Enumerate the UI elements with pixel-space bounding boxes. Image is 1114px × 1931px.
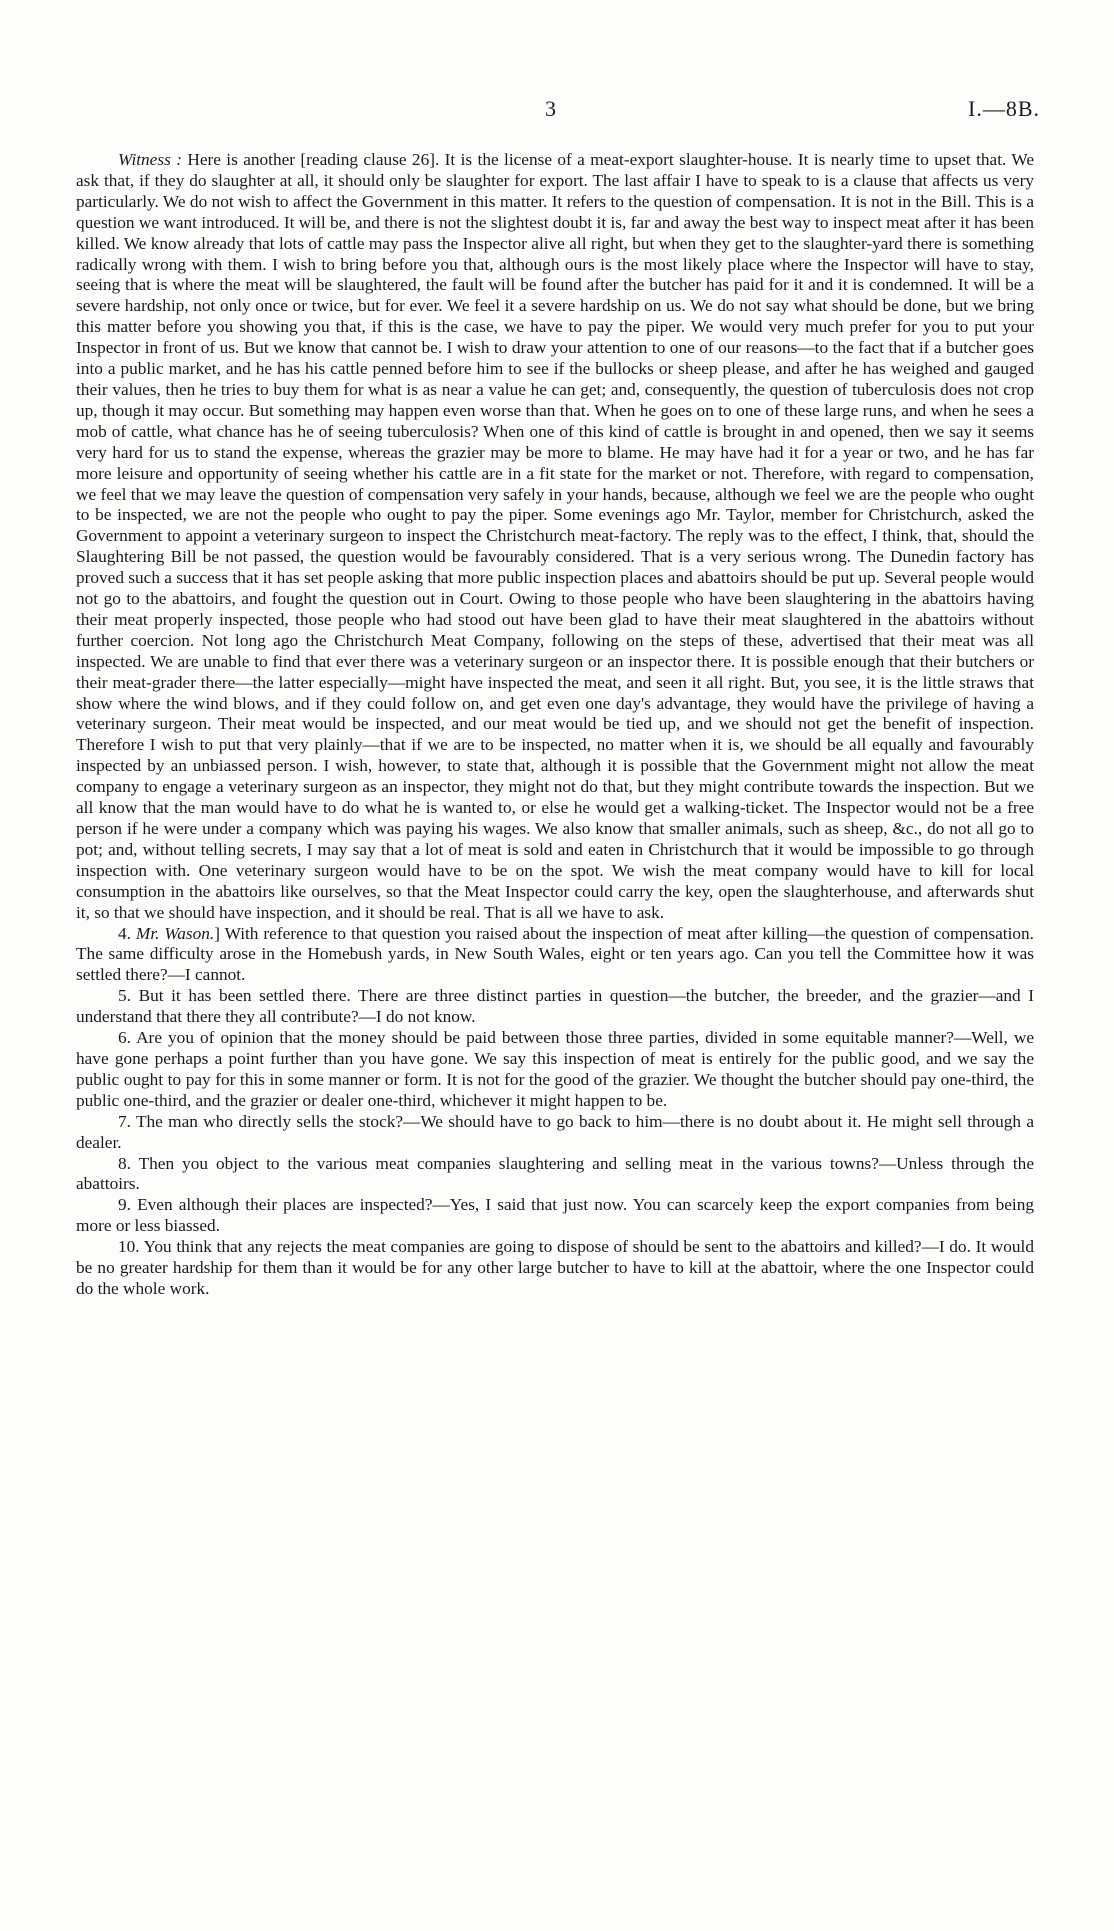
question-number: 4. [118, 923, 136, 943]
paragraph-text: Are you of opinion that the money should be paid between those three parties, divided in some equitable manner?—Well, we have gone perhaps a point further than you have gone. We say this inspection of meat is entirely for the public good, and we say the public ought to pay for this in some manner or form. It is not for the good of the grazier. We thought the butcher should pay one-third, the public one-third, and the grazier or dealer one-third, whichever it might happen to be. [76, 1028, 1034, 1110]
paragraph-text: But it has been settled there. There are three distinct parties in question—the butcher, the breeder, and the grazier—and I understand that there they all contribute?—I do not know. [76, 986, 1034, 1027]
question-number: 8. [118, 1153, 139, 1173]
question-number: 9. [118, 1195, 138, 1215]
speaker-label: Witness : [118, 150, 182, 169]
page-reference: I.—8B. [968, 96, 1040, 121]
witness-statement [76, 150, 1034, 924]
question-number: 5. [118, 986, 139, 1006]
question-answer-5 [76, 986, 1034, 1028]
question-number: 10. [118, 1237, 144, 1257]
paragraph-text: Then you object to the various meat companies slaughtering and selling meat in the various towns?—Unless through the abattoirs. [76, 1153, 1034, 1194]
speaker-label: Mr. Wason. [135, 923, 215, 943]
page-number: 3 [545, 96, 556, 121]
question-answer-6 [76, 1028, 1034, 1112]
paragraph-text: You think that any rejects the meat companies are going to dispose of should be sent to the abattoirs and killed?—I do. It would be no greater hardship for them than it would be for any other large butcher to have to kill at the abattoir, where the one Inspector could do the whole work. [76, 1237, 1034, 1298]
question-answer-10 [76, 1237, 1034, 1300]
question-answer-9 [76, 1195, 1034, 1237]
paragraph-text: ] With reference to that question you raised about the inspection of meat after killing—the question of compensation. The same difficulty arose in the Homebush yards, in New South Wales, eight or ten years ago. Can you tell the Committee how it was settled there?—I cannot. [76, 923, 1035, 985]
question-answer-4 [76, 924, 1034, 987]
paragraph-text: Even although their places are inspected?—Yes, I said that just now. You can scarcely keep the export companies from being more or less biassed. [76, 1195, 1034, 1236]
question-answer-8 [76, 1154, 1034, 1196]
paragraph-text: Here is another [reading clause 26]. It is the license of a meat-export slaughter-house. It is nearly time to upset that. We ask that, if they do slaughter at all, it should only be slaughter for export. The last affair I have to speak to is a clause that affects us very particularly. We do not wish to affect the Government in this matter. It refers to the question of compensation. It is not in the Bill. This is a question we want introduced. It will be, and there is not the slightest doubt it is, far and away the best way to inspect meat after it has been killed. We know already that lots of cattle may pass the Inspector alive all right, but when they get to the slaughter-yard there is something radically wrong with them. I wish to bring before you that, although ours is the most likely place where the Inspector will have to stay, seeing that is where the meat will be slaughtered, the fault will be found after the butcher has paid for it and it is condemned. It will be a severe hardship, not only once or twice, but for ever. We feel it a severe hardship on us. We do not say what should be done, but we bring this matter before you showing you that, if this is the case, we have to pay the piper. We would very much prefer for you to put your Inspector in front of us. But we know that cannot be. I wish to draw your attention to one of our reasons—to the fact that if a butcher goes into a public market, and he has his cattle penned before him to see if the bullocks or sheep please, and after he has weighed and gauged their values, then he tries to buy them for what is as near a value he can get; and, consequently, the question of tuberculosis does not crop up, though it may occur. But something may happen even worse than that. When he goes on to one of these large runs, and when he sees a mob of cattle, what chance has he of seeing tuberculosis? When one of this kind of cattle is brought in and opened, then we say it seems very hard for us to stand the expense, whereas the grazier may be more to blame. He may have had it for a year or two, and he has far more leisure and opportunity of seeing whether his cattle are in a fit state for the market or not. Therefore, with regard to compensation, we feel that we may leave the question of compensation very safely in your hands, because, although we feel we are the people who ought to be inspected, we are not the people who ought to pay the piper. Some evenings ago Mr. Taylor, member for Christchurch, asked the Government to appoint a veterinary surgeon to inspect the Christchurch meat-factory. The reply was to the effect, I think, that, should the Slaughtering Bill be not passed, the question would be favourably considered. That is a very serious wrong. The Dunedin factory has proved such a success that it has set people asking that more public inspection places and abattoirs should be put up. Several people would not go to the abattoirs, and fought the question out in Court. Owing to those people who have been slaughtering in the abattoirs having their meat properly inspected, those people who had stood out have been glad to have their meat slaughtered in the abattoirs without further coercion. Not long ago the Christchurch Meat Company, following on the steps of these, advertised that their meat was all inspected. We are unable to find that ever there was a veterinary surgeon or an inspector there. It is possible enough that their butchers or their meat-grader there—the latter especially—might have inspected the meat, and seen it all right. But, you see, it is the little straws that show where the wind blows, and if they could follow on, and get even one day's advantage, they would have the privilege of having a veterinary surgeon. Their meat would be inspected, and our meat would be tied up, and we should not get the benefit of inspection. Therefore I wish to put that very plainly—that if we are to be inspected, no matter when it is, we should be all equally and favourably inspected by an unbiassed person. I wish, however, to state that, although it is possible that the Government might not allow the meat company to engage a veterinary surgeon as an inspector, they might not do that, but they might contribute towards the inspection. But we all know that the man would have to do what he is wanted to, or else he would get a walking-ticket. The Inspector would not be a free person if he were under a company which was paying his wages. We also know that smaller animals, such as sheep, &c., do not all go to pot; and, without telling secrets, I may say that a lot of meat is sold and eaten in Christchurch that it would be impossible to go through inspection with. One veterinary surgeon would have to be on the spot. We wish the meat company would have to kill for local consumption in the abattoirs like ourselves, so that the Meat Inspector could carry the key, open the slaughterhouse, and afterwards shut it, so that we should have inspection, and it should be real. That is all we have to ask. [76, 150, 1034, 922]
question-number: 7. [118, 1111, 136, 1131]
question-number: 6. [118, 1028, 137, 1048]
evidence-text [76, 150, 1034, 1300]
page-header [0, 96, 1114, 126]
paragraph-text: The man who directly sells the stock?—We should have to go back to him—there is no doubt about it. He might sell through a dealer. [76, 1111, 1034, 1152]
question-answer-7 [76, 1112, 1034, 1154]
